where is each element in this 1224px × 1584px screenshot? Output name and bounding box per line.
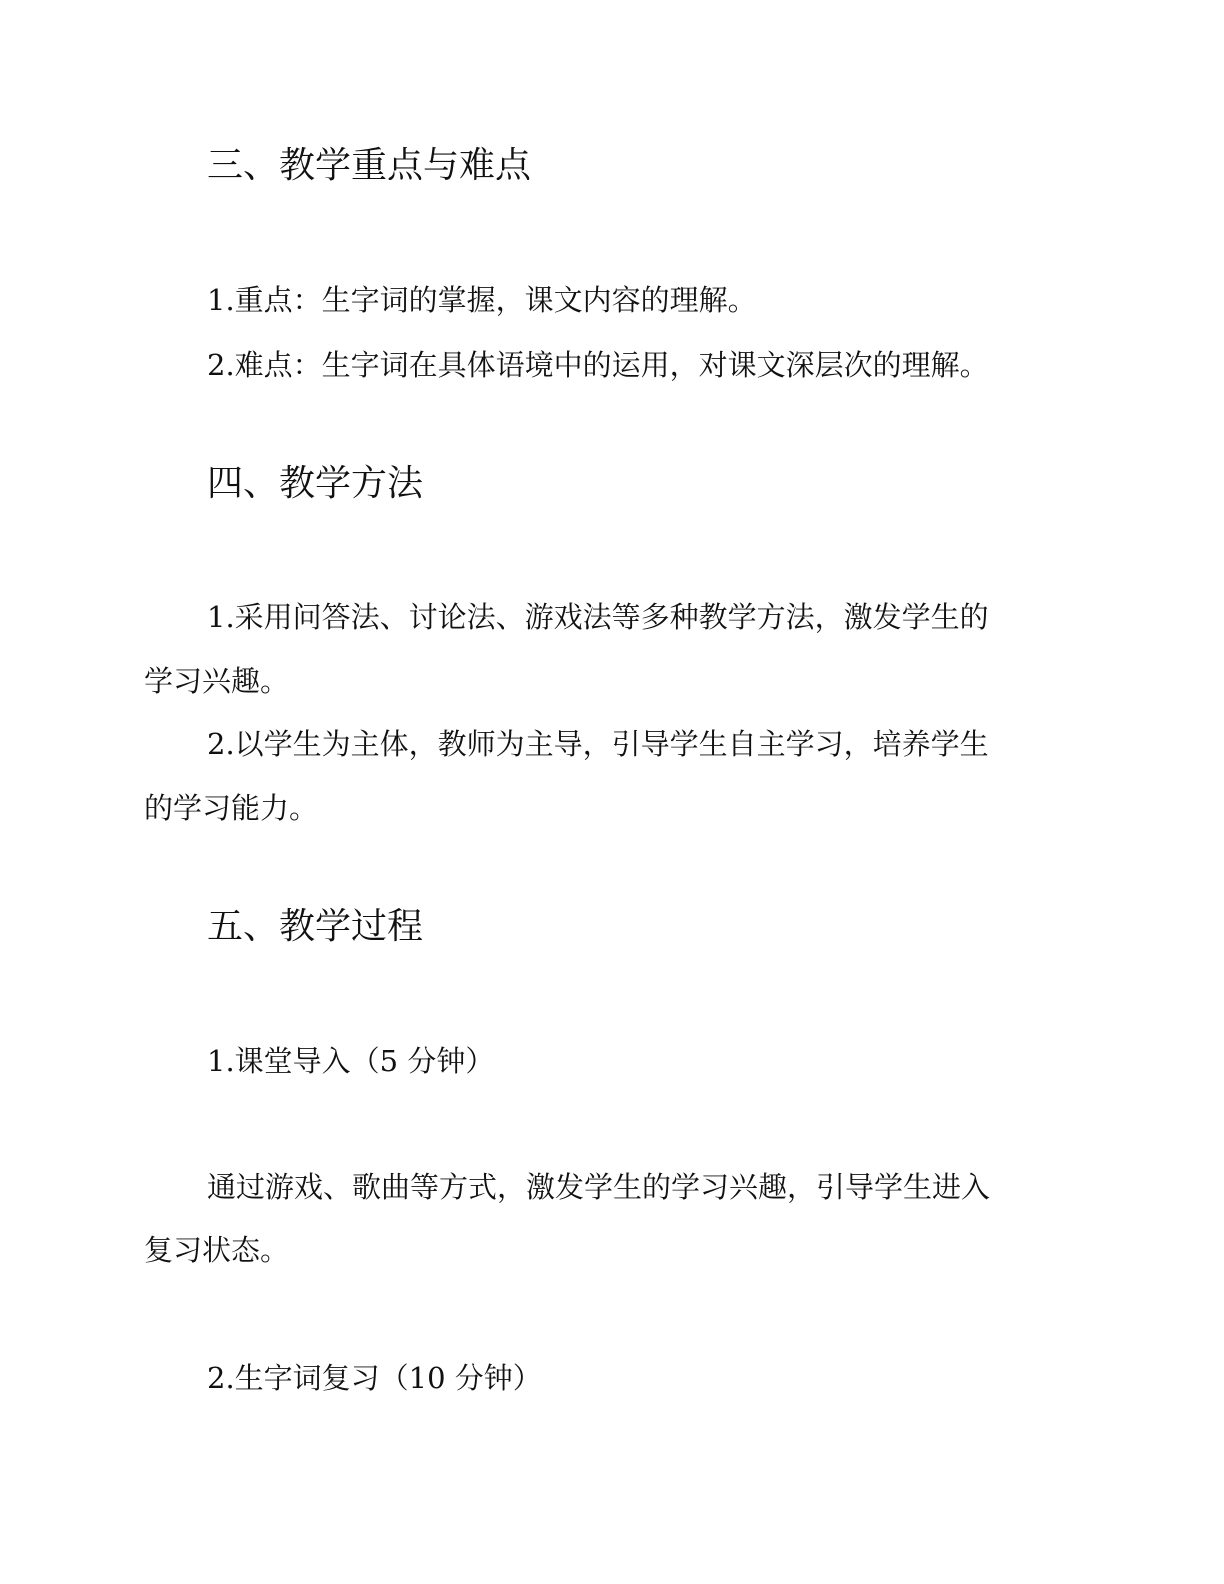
step-desc-line-1: 通过游戏、歌曲等方式，激发学生的学习兴趣，引导学生进入 — [207, 1170, 991, 1204]
difficulty-item: 2.难点：生字词在具体语境中的运用，对课文深层次的理解。 — [207, 348, 989, 382]
method-item-2-line-1: 2.以学生为主体，教师为主导，引导学生自主学习，培养学生 — [207, 727, 989, 761]
section-heading-methods: 四、教学方法 — [207, 463, 424, 504]
section-heading-key-points: 三、教学重点与难点 — [207, 145, 532, 186]
step-title-intro: 1.课堂导入（5 分钟） — [207, 1044, 495, 1078]
method-item-1-line-1: 1.采用问答法、讨论法、游戏法等多种教学方法，激发学生的 — [207, 600, 989, 634]
step-title-vocab-review: 2.生字词复习（10 分钟） — [207, 1361, 542, 1395]
key-point-item: 1.重点：生字词的掌握，课文内容的理解。 — [207, 283, 757, 317]
method-item-1-line-2: 学习兴趣。 — [144, 664, 290, 698]
method-item-2-line-2: 的学习能力。 — [144, 791, 319, 825]
section-heading-process: 五、教学过程 — [207, 906, 424, 947]
step-desc-line-2: 复习状态。 — [144, 1233, 290, 1267]
